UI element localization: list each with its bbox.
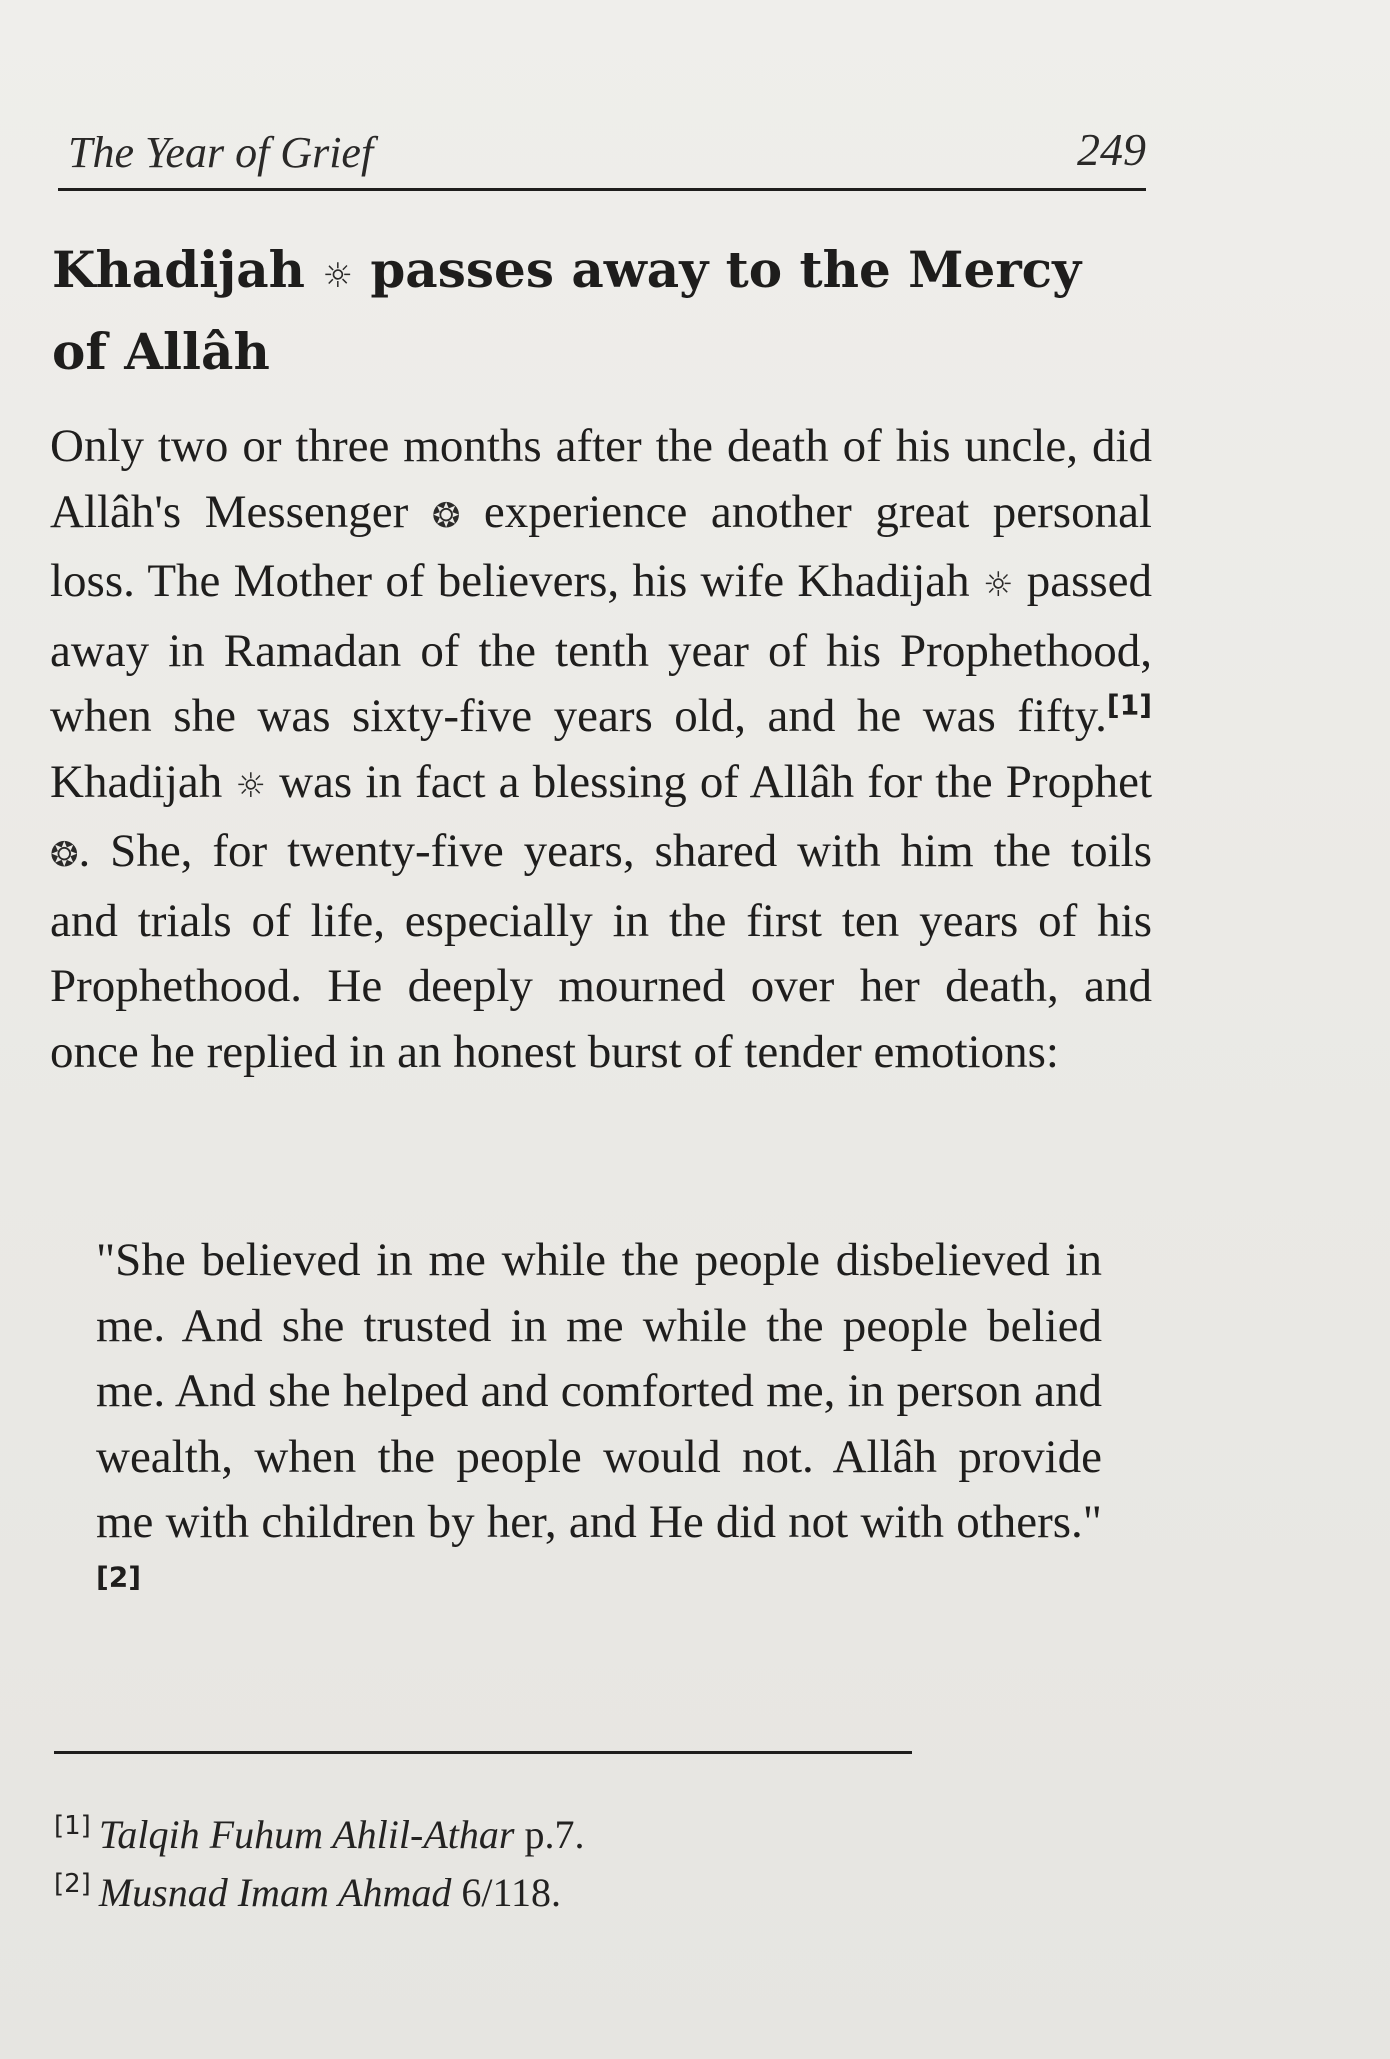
- paragraph-segment: Only two or three months after the death of his uncle, did Allâh's Messenger: [50, 420, 1152, 538]
- running-title: The Year of Grief: [68, 128, 374, 177]
- footnote-ref-1[interactable]: [1]: [1106, 688, 1152, 722]
- paragraph-segment: Khadijah: [50, 755, 223, 808]
- paragraph-segment: passed away in Ramadan of the tenth year of his Prophethood, when she was sixty-five years old, and he was fifty.: [50, 555, 1153, 742]
- radiyallahu-anha-icon: ☼: [235, 765, 266, 806]
- section-heading: [52, 232, 1142, 390]
- salawat-icon: ❂: [431, 495, 461, 536]
- paragraph-segment: was in fact a blessing of Allâh for the Prophet: [279, 755, 1153, 808]
- footnote-source: Musnad Imam Ahmad: [98, 1870, 452, 1915]
- quote-text: "She believed in me while the people disbelieved in me. And she trusted in me while the people belied me. And she helped and comforted me, in person and wealth, when the people would not. Allâh provide me with children by her, and He did not with others.": [96, 1234, 1102, 1548]
- footnote-1: [54, 1806, 1054, 1864]
- footnote-number: [1]: [54, 1810, 91, 1841]
- footnote-2: [54, 1864, 1054, 1922]
- heading-text-end: passes away to the Mercy of Allâh: [52, 240, 1082, 381]
- paragraph-segment: . She, for twenty-five years, shared with him the toils and trials of life, especially in the first ten years of his Prophethood. He deeply mourned over her death, and once he replied in an honest burst of tender emotions:: [50, 825, 1152, 1078]
- paragraph-segment: experience another great personal loss. The Mother of believers, his wife Khadijah: [50, 485, 1152, 607]
- footnote-ref-2[interactable]: [2]: [96, 1559, 142, 1593]
- footnote-detail: 6/118.: [461, 1870, 562, 1915]
- radiyallahu-anha-icon: ☼: [322, 256, 353, 296]
- hadith-quote: [96, 1228, 1102, 1621]
- footnote-detail: p.7.: [524, 1812, 585, 1857]
- radiyallahu-anha-icon: ☼: [982, 565, 1014, 605]
- page-header: [58, 108, 1146, 191]
- footnote-source: Talqih Fuhum Ahlil-Athar: [98, 1812, 515, 1857]
- heading-text-start: Khadijah: [52, 240, 306, 299]
- footnote-number: [2]: [54, 1868, 91, 1899]
- footnote-divider: [54, 1751, 912, 1754]
- footnotes: [54, 1806, 1054, 1922]
- main-paragraph: [50, 414, 1152, 1085]
- salawat-icon: ❂: [50, 835, 79, 875]
- page-number: 249: [1077, 124, 1146, 175]
